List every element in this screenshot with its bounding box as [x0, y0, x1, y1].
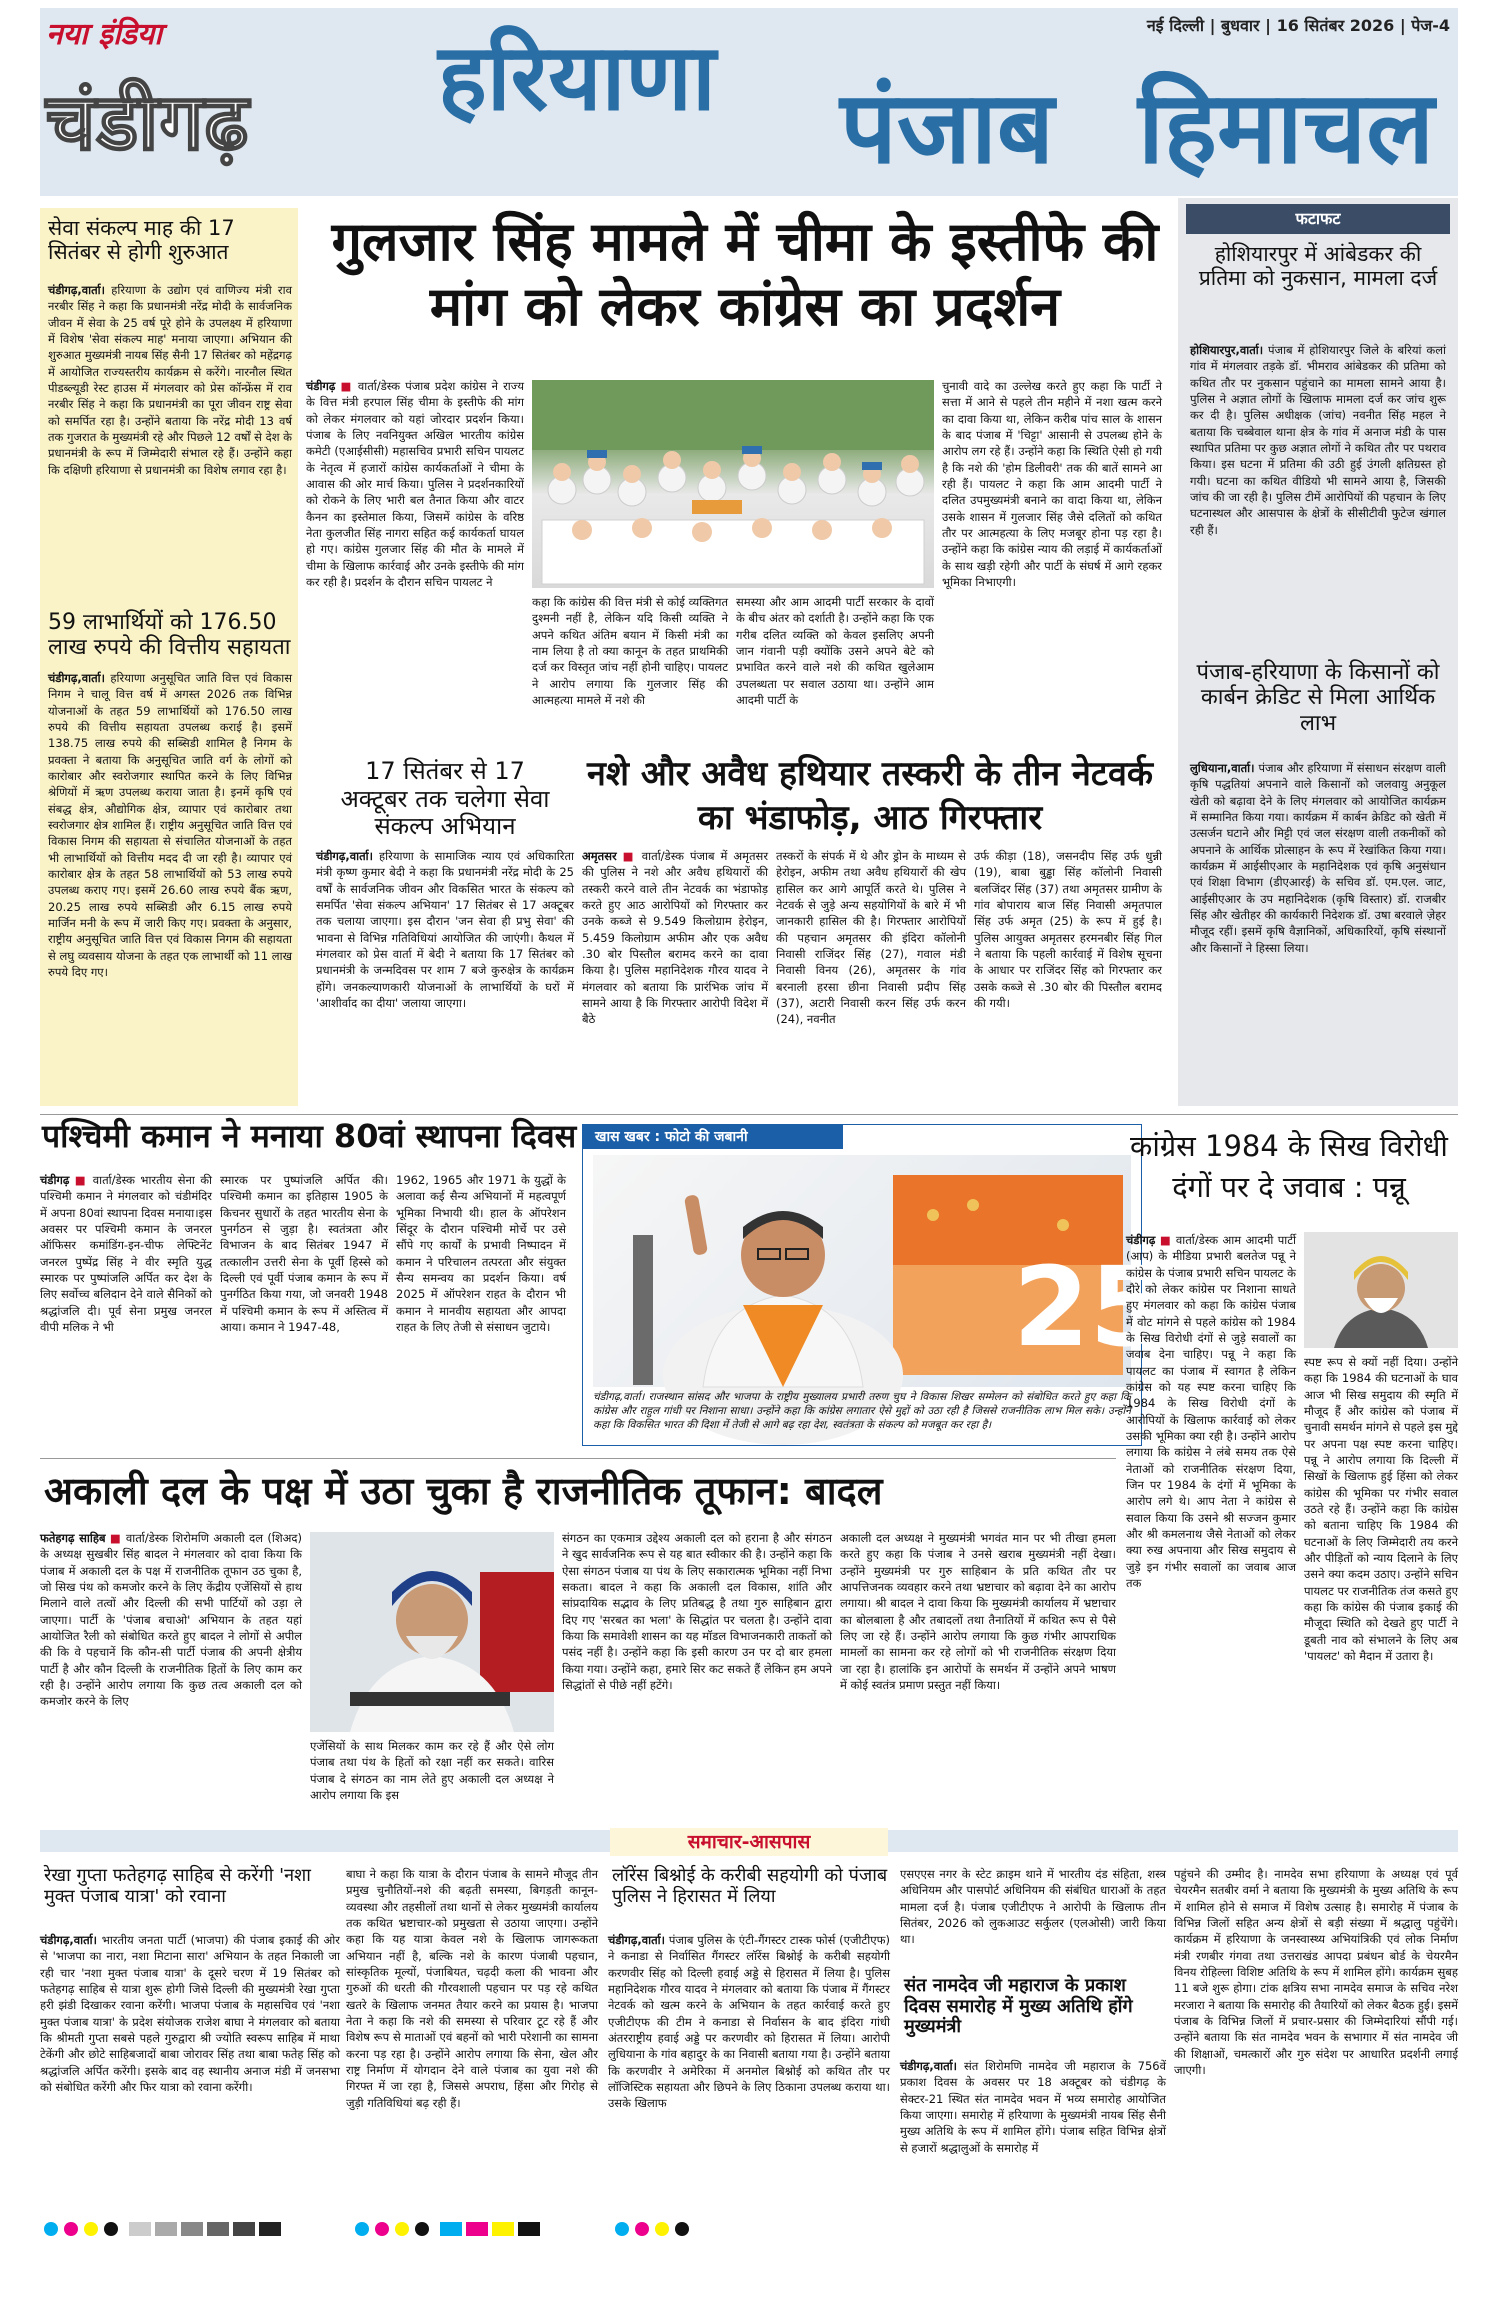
story-text: पंजाब में अमृतसर की पुलिस ने नशे और अवैध हथियारों की तस्करी करने वाले तीन नेटवर्क का भंडाफोड़ करते हुए आठ आरोपियों को गिरफ्तार कर उनके कब्जे से 9.549 किलोग्राम हेरोइन, 5.459 किलोग्राम अफीम और एक अवैध .30 बोर पिस्तौल बरामद करने का दावा किया है। पुलिस महानिदेशक गौरव यादव ने मंगलवार को बताया कि प्रारंभिक जांच में सामने आया है कि गिरफ्तार आरोपी विदेश में बैठे	[582, 849, 769, 1027]
story-text: भारतीय सेना की पश्चिमी कमान ने मंगलवार को चंडीमंदिर में अपना 80वां स्थापना दिवस मनाया।इस अवसर पर पश्चिमी कमान के जनरल ऑफिसर कमांडिंग-इन-चीफ लेफ्टिनेंट जनरल पुष्पेंद्र सिंह ने वीर स्मृति युद्ध स्मारक पर पुष्पांजलि अर्पित कर देश के लिए सर्वोच्च बलिदान देने वाले सैनिकों को श्रद्धांजलि दी। पूर्व सेना प्रमुख जनरल वीपी मलिक ने भी	[40, 1173, 213, 1334]
story-text: हरियाणा अनुसूचित जाति वित्त एवं विकास निगम ने चालू वित्त वर्ष में अगस्त 2026 तक विभिन्न योजनाओं के तहत 59 लाभार्थियों को 176.50 लाख रुपये की वित्तीय सहायता उपलब्ध कराई है। इसमें 138.75 लाख रुपये की सब्सिडी शामिल है निगम के प्रवक्ता ने बताया कि अनुसूचित जाति वर्ग के लोगों को कारोबार और स्वरोजगार स्थापित करने के लिए विभिन्न श्रेणियों में ऋण उपलब्ध कराया जाता है। इनमें कृषि एवं संबद्ध क्षेत्र, औद्योगिक क्षेत्र, व्यापार एवं कारोबार तथा स्वरोजगार क्षेत्र शामिल हैं। राष्ट्रीय अनुसूचित जाति वित्त एवं विकास निगम की सहायता से संचालित योजनाओं के तहत भी लाभार्थियों को वित्तीय मदद दी जा रही है। व्यापार एवं कारोबार क्षेत्र के तहत 58 लाभार्थियों को 53 लाख रुपये उपलब्ध कराए गए। इसमें 26.60 लाख रुपये बैंक ऋण, 20.25 लाख रुपये सब्सिडी और 6.15 लाख रुपये मार्जिन मनी के रूप में जारी किए गए। प्रवक्ता के अनुसार, राष्ट्रीय अनुसूचित जाति वित्त एवं विकास निगम की सहायता से लघु व्यवसाय योजना के तहत एक लाभार्थी को 11 लाख रुपये दिए गए।	[48, 671, 293, 979]
story-body	[48, 670, 292, 1100]
drug-story-col1: अमृतसर ■ वार्ता/डेस्क पंजाब में अमृतसर की पुलिस ने नशे और अवैध हथियारों की तस्करी करने वाले तीन नेटवर्क का भंडाफोड़ करते हुए आठ आरोपियों को गिरफ्तार कर उनके कब्जे से 9.549 किलोग्राम हेरोइन, 5.459 किलोग्राम अफीम और एक अवैध .30 बोर पिस्तौल बरामद करने का दावा किया है। पुलिस महानिदेशक गौरव यादव ने मंगलवार को बताया कि प्रारंभिक जांच में सामने आया है कि गिरफ्तार आरोपी विदेश में बैठे	[582, 849, 769, 1027]
story-desk: वार्ता/डेस्क	[92, 1173, 135, 1187]
story-dateline: चंडीगढ़,वार्ता।	[40, 1933, 98, 1947]
paper-name: नया इंडिया	[46, 17, 162, 52]
story-text: पंजाब और हरियाणा में संसाधन संरक्षण वाली कृषि पद्धतियां अपनाने वाले किसानों को जलवायु अनुकूल खेती को बढ़ावा देने के लिए मंगलवार को आयोजित कार्यक्रम में सम्मानित किया गया। कार्यक्रम में कार्बन क्रेडिट को खेती में उत्सर्जन घटाने और मिट्टी एवं जल संरक्षण वाली तकनीकों को अपनाने के आर्थिक प्रोत्साहन के रूप में रेखांकित किया गया। कार्यक्रम में आईसीएआर के महानिदेशक एवं कृषि अनुसंधान एवं शिक्षा विभाग (डीएआरई) के सचिव डॉ. एम.एल. जाट, आईसीएआर के उप महानिदेशक (कृषि विस्तार) डॉ. राजबीर सिंह और खेतीहर की कार्यकारी निदेशक डॉ. उषा बरवाले ज़ेहर मौजूद रहीं। इसमें कृषि वैज्ञानिकों, अधिकारियों, कृषि संस्थानों और किसानों ने हिस्सा लिया।	[1190, 761, 1446, 955]
samachar-story2-cont: एसएएस नगर के स्टेट क्राइम थाने में भारतीय दंड संहिता, शस्त्र अधिनियम और पासपोर्ट अधिनियम की संबंधित धाराओं के तहत मामला दर्ज है। पंजाब एजीटीएफ ने आरोपी के खिलाफ तीन सितंबर, 2026 को लुकआउट सर्कुलर (एलओसी) जारी किया था।	[900, 1867, 1166, 1947]
protest-crowd-illustration	[532, 380, 934, 588]
drug-story-col2: तस्करों के संपर्क में थे और ड्रोन के माध्यम से हेरोइन, अफीम तथा अवैध हथियारों की खेप हासिल कर आगे आपूर्ति करते थे। पुलिस ने नेटवर्क से जुड़े अन्य सहयोगियों के बारे में भी जानकारी हासिल की है। गिरफ्तार आरोपियों की पहचान अमृतसर की इंदिरा कॉलोनी निवासी राजिंदर सिंह (27), गवाल मंडी निवासी विनय (26), अमृतसर के गांव बरनाली हरसा छीना निवासी प्रदीप सिंह (37), अटारी निवासी करन सिंह उर्फ करन (24), नवनीत	[776, 849, 966, 1027]
story-desk: वार्ता/डेस्क	[125, 1531, 169, 1545]
story-dateline: होशियारपुर,वार्ता।	[1190, 343, 1264, 357]
story-headline: पंजाब-हरियाणा के किसानों को कार्बन क्रेडिट से मिला आर्थिक लाभ	[1190, 656, 1446, 736]
akali-story-col1: फतेहगढ़ साहिब ■ वार्ता/डेस्क शिरोमणि अकाली दल (शिअद) के अध्यक्ष सुखबीर सिंह बादल ने मंगलवार को दावा किया कि पंजाब में अकाली दल के पक्ष में राजनीतिक तूफान उठ चुका है, जो सिख पंथ को कमजोर करने के लिए केंद्रीय एजेंसियों से हाथ मिलाने वाले तत्वों और दिल्ली की सभी पार्टियों को उड़ा ले जाएगा। पार्टी के 'पंजाब बचाओ' अभियान के तहत यहां आयोजित रैली को संबोधित करते हुए बादल ने लोगों से अपील की कि वे पहचानें कि कौन-सी पार्टी पंजाब की अपनी क्षेत्रीय पार्टी है और कौन दिल्ली के राजनीतिक हितों के लिए काम कर रही है। उन्होंने आरोप लगाया कि कुछ तत्व अकाली दल को कमजोर करने के लिए	[40, 1531, 303, 1709]
story-text: पंजाब प्रदेश कांग्रेस ने राज्य के वित्त मंत्री हरपाल सिंह चीमा के इस्तीफे की मांग को लेकर मंगलवार को यहां जोरदार प्रदर्शन किया। पंजाब के लिए नवनियुक्त अखिल भारतीय कांग्रेस कमेटी (एआईसीसी) महासचिव प्रभारी सचिन पायलट के नेतृत्व में हजारों कांग्रेस कार्यकर्ताओं ने चीमा के आवास की ओर मार्च किया। पुलिस ने प्रदर्शनकारियों को रोकने के लिए भारी बल तैनात किया और वाटर कैनन का इस्तेमाल किया, जिसमें कांग्रेस के वरिष्ठ नेता कुलजीत सिंह नागरा सहित कई कार्यकर्ता घायल हो गए। कांग्रेस गुलजार सिंह की मौत के मामले में चीमा के खिलाफ कार्रवाई और उनके इस्तीफे की मांग कर रही है। प्रदर्शन के दौरान सचिन पायलट ने	[306, 379, 525, 589]
story-headline: होशियारपुर में आंबेडकर की प्रतिमा को नुकसान, मामला दर्ज	[1198, 242, 1438, 291]
samachar-label: समाचार-आसपास	[610, 1828, 888, 1856]
lead-story-col3: समस्या और आम आदमी पार्टी सरकार के दावों के बीच अंतर को दर्शाती है। उन्होंने कहा कि एक गरीब दलित व्यक्ति को केवल इसलिए अपनी जान गंवानी पड़ी क्योंकि उसने अपने बेटे को प्रभावित करने वाले नशे की कथित खुलेआम उपलब्धता पर सवाल उठाया था। उन्होंने आम आदमी पार्टी के	[736, 595, 934, 707]
story-headline: सेवा संकल्प माह की 17 सितंबर से होगी शुरुआत	[48, 216, 235, 265]
masthead-city: चंडीगढ़	[46, 77, 250, 168]
akali-story-col3: संगठन का एकमात्र उद्देश्य अकाली दल को हराना है और संगठन ने खुद सार्वजनिक रूप से यह बात स्वीकार की है। उन्होंने कहा कि ऐसा संगठन पंजाब या पंथ के लिए सकारात्मक भूमिका नहीं निभा सकता। बादल ने कहा कि अकाली दल विकास, शांति और सांप्रदायिक सद्भाव के लिए प्रतिबद्ध है तथा गुरु साहिबान द्वारा दिए गए 'सरबत का भला' के सिद्धांत पर चलता है। उन्होंने दावा किया कि समावेशी शासन का यह मॉडल विभाजनकारी ताकतों को पसंद नहीं है। उन्होंने कहा कि इसी कारण उन पर दो बार हमला किया गया। उन्होंने कहा, हमारे सिर कट सकते हैं लेकिन हम अपने सिद्धांतों से पीछे नहीं हटेंगे।	[562, 1531, 832, 1692]
badal-photo	[310, 1532, 554, 1732]
story-dateline: चंडीगढ़	[306, 379, 336, 393]
story-headline: लॉरेंस बिश्नोई के करीबी सहयोगी को पंजाब पुलिस ने हिरासत में लिया	[612, 1865, 888, 1907]
story-text: हरियाणा के सामाजिक न्याय एवं अधिकारिता मंत्री कृष्ण कुमार बेदी ने कहा कि प्रधानमंत्री नरेंद्र मोदी के 25 वर्षों के सार्वजनिक जीवन और विकसित भारत के संकल्प को समर्पित 'सेवा संकल्प अभियान' 17 सितंबर से 17 अक्टूबर तक चलाया जाएगा। इस दौरान 'जन सेवा ही प्रभु सेवा' की भावना से विभिन्न गतिविधियां आयोजित की जाएंगी। कैथल में मंगलवार को प्रेस वार्ता में बेदी ने बताया कि 17 सितंबर को प्रधानमंत्री के जन्मदिवस पर शाम 7 बजे कुरुक्षेत्र के कार्यक्रम होंगे। जनकल्याणकारी योजनाओं के लाभार्थियों के घरों में 'आशीर्वाद का दीया' जलाया जाएगा।	[316, 849, 574, 1010]
story-dateline: चंडीगढ़,वार्ता।	[608, 1933, 666, 1947]
print-registration-marks	[44, 2218, 1458, 2238]
story-headline: 59 लाभार्थियों को 176.50 लाख रुपये की वित्तीय सहायता	[48, 606, 292, 661]
seva-story-body	[316, 848, 574, 1106]
samachar-story3-body	[900, 2058, 1166, 2202]
story-dateline: फतेहगढ़ साहिब	[40, 1531, 106, 1545]
photo-caption: चंडीगढ़,वार्ता। राजस्थान सांसद और भाजपा के राष्ट्रीय मुख्यालय प्रभारी तरुण चुघ ने विकास शिखर सम्मेलन को संबोधित करते हुए कहा कि कांग्रेस और राहुल गांधी पर निशाना साधा। उन्होंने कहा कि कांग्रेस लगातार ऐसे मुद्दों को उठा रही है जिससे राजनीतिक लाभ मिल सके। उन्होंने कहा कि विकसित भारत की दिशा में तेजी से आगे बढ़ रहा देश, स्वतंत्रता के संकल्प को मजबूत कर रहा है।	[593, 1391, 1131, 1431]
masthead-title-punjab: पंजाब	[840, 69, 1054, 186]
photo-story-box	[582, 1124, 1167, 1446]
pannu-photo	[1304, 1232, 1458, 1348]
left-news-column	[40, 208, 298, 1106]
story-dateline: चंडीगढ़	[40, 1173, 70, 1187]
story-dateline: चंडीगढ़,वार्ता।	[48, 671, 106, 685]
congress-1984-col1: चंडीगढ़ ■ वार्ता/डेस्क आम आदमी पार्टी (आप) के मीडिया प्रभारी बलतेज पन्नू ने कांग्रेस के पंजाब प्रभारी सचिन पायलट के दौरे को लेकर कांग्रेस पर निशाना साधते हुए मंगलवार को कहा कि कांग्रेस पंजाब में वोट मांगने से पहले कांग्रेस को 1984 के सिख विरोधी दंगों से जुड़े सवालों का जवाब देना चाहिए। पन्नू ने कहा कि पायलट का पंजाब में स्वागत है लेकिन कांग्रेस को यह स्पष्ट करना चाहिए कि 1984 के सिख विरोधी दंगों के आरोपियों के खिलाफ कार्रवाई को लेकर उसकी भूमिका क्या रही है। उन्होंने आरोप लगाया कि कांग्रेस ने लंबे समय तक ऐसे नेताओं को राजनीतिक संरक्षण दिया, जिन पर 1984 के दंगों में भूमिका के आरोप लगे थे। आप नेता ने कांग्रेस से सवाल किया कि उसने श्री सज्जन कुमार और श्री कमलनाथ जैसे नेताओं को लेकर क्या रुख अपनाया और सिख समुदाय से जुड़े इन गंभीर सवालों का जवाब आज तक	[1126, 1233, 1297, 1590]
story-desk: वार्ता/डेस्क	[357, 379, 401, 393]
samachar-story1-body	[40, 1932, 340, 2202]
drug-story-col3: उर्फ कीड़ा (18), जसनदीप सिंह उर्फ धुन्नी (19), बाबा बुड्ढा सिंह कॉलोनी निवासी बलजिंदर सिंह (37) तथा अमृतसर ग्रामीण के गांव बोपाराय बाज सिंह निवासी अमृतपाल सिंह उर्फ अमृत (25) के रूप में हुई है। पुलिस आयुक्त अमृतसर हरमनबीर सिंह गिल ने बताया कि पहली कार्रवाई में विशेष सूचना के आधार पर राजिंदर सिंह को गिरफ्तार कर उसके कब्जे से .30 बोर की पिस्तौल बरामद की गयी।	[974, 849, 1162, 1010]
samachar-story1-cont: बाघा ने कहा कि यात्रा के दौरान पंजाब के सामने मौजूद तीन प्रमुख चुनौतियों-नशे की बढ़ती समस्या, बिगड़ती कानून-व्यवस्था और तहसीलों तथा थानों से लेकर मुख्यमंत्री कार्यालय तक कथित भ्रष्टाचार-को प्रमुखता से उठाया जाएगा। उन्होंने कहा कि यह यात्रा केवल नशे के खिलाफ जागरूकता अभियान नहीं है, बल्कि नशे के कारण पंजाबी पहचान, सांस्कृतिक मूल्यों, पंजाबियत, चढ़दी कला की भावना और गुरुओं की धरती की गौरवशाली पहचान पर पड़ रहे कथित खतरे के खिलाफ जनमत तैयार करने का प्रयास है। भाजपा नेता ने कहा कि नशे की समस्या से परिवार टूट रहे हैं और विशेष रूप से माताओं एवं बहनों को भारी परेशानी का सामना करना पड़ रहा है। उन्होंने आरोप लगाया कि सेना, खेल और राष्ट्र निर्माण में योगदान देने वाले पंजाब का युवा नशे की गिरफ्त में जा रहा है, जिससे अपराध, हिंसा और गिरोह से जुड़ी गतिविधियां बढ़ रही हैं।	[346, 1867, 598, 2110]
western-command-headline: पश्चिमी कमान ने मनाया 80वां स्थापना दिवस	[42, 1117, 577, 1155]
story-text: संत शिरोमणि नामदेव जी महाराज के 756वें प्रकाश दिवस के अवसर पर 18 अक्टूबर को चंडीगढ़ के सेक्टर-21 स्थित संत नामदेव भवन में भव्य समारोह आयोजित किया जाएगा। समारोह में हरियाणा के मुख्यमंत्री नायब सिंह सैनी मुख्य अतिथि के रूप में शामिल होंगे। पंजाब सहित विभिन्न क्षेत्रों से हजारों श्रद्धालुओं के समारोह में	[900, 2059, 1167, 2155]
lead-story-col2: कहा कि कांग्रेस की वित्त मंत्री से कोई व्यक्तिगत दुश्मनी नहीं है, लेकिन यदि किसी व्यक्ति ने अपने कथित अंतिम बयान में किसी मंत्री का नाम लिया है तो क्या कानून के तहत प्राथमिकी दर्ज कर विस्तृत जांच नहीं होनी चाहिए। पायलट ने आरोप लगाया कि गुलजार सिंह की आत्महत्या मामले में नशे की	[532, 595, 728, 707]
section-divider	[40, 1458, 1116, 1459]
badal-portrait	[310, 1532, 554, 1732]
story-text: शिरोमणि अकाली दल (शिअद) के अध्यक्ष सुखबीर सिंह बादल ने मंगलवार को दावा किया कि पंजाब में अकाली दल के पक्ष में राजनीतिक तूफान उठ चुका है, जो सिख पंथ को कमजोर करने के लिए केंद्रीय एजेंसियों से हाथ मिलाने वाले तत्वों और दिल्ली की सभी पार्टियों को उड़ा ले जाएगा। पार्टी के 'पंजाब बचाओ' अभियान के तहत यहां आयोजित रैली को संबोधित करते हुए बादल ने लोगों से अपील की कि वे पहचानें कि कौन-सी पार्टी पंजाब की अपनी क्षेत्रीय पार्टी है और कौन दिल्ली के राजनीतिक हितों के लिए काम कर रही है। उन्होंने आरोप लगाया कि कुछ तत्व अकाली दल को कमजोर करने के लिए	[40, 1531, 303, 1709]
samachar-story3-cont: पहुंचने की उम्मीद है। नामदेव सभा हरियाणा के अध्यक्ष एवं पूर्व चेयरमैन सतबीर वर्मा ने बताया कि मुख्यमंत्री के मुख्य अतिथि के रूप में शामिल होने से समाज में विशेष उत्साह है। समारोह में पंजाब के विभिन्न जिलों सहित अन्य क्षेत्रों से बड़ी संख्या में श्रद्धालु पहुंचेंगे। कार्यक्रम में हरियाणा के जनस्वास्थ्य अभियांत्रिकी एवं लोक निर्माण मंत्री रणबीर गंगवा तथा उत्तराखंड आपदा प्रबंधन बोर्ड के चेयरमैन विनय रोहिल्ला विशिष्ट अतिथि के रूप में शामिल होंगे। कार्यक्रम सुबह 11 बजे शुरू होगा। टांक क्षत्रिय सभा नामदेव समाज के सचिव नरेश मरजारा ने बताया कि समारोह की तैयारियों को लेकर बैठक हुई। इसमें पंजाब के विभिन्न जिलों में प्रचार-प्रसार की जिम्मेदारियां सौंपी गई। उन्होंने बताया कि संत नामदेव भवन के सभागार में संत नामदेव जी की शिक्षाओं, चमत्कारों और गुरु संदेश पर आधारित प्रदर्शनी लगाई जाएगी।	[1174, 1867, 1458, 2077]
masthead-dateline: नई दिल्ली | बुधवार | 16 सितंबर 2026 | पेज-4	[1146, 16, 1450, 35]
story-dateline: चंडीगढ़,वार्ता।	[48, 283, 106, 297]
congress-1984-col2: स्पष्ट रूप से क्यों नहीं दिया। उन्होंने कहा कि 1984 की घटनाओं के घाव आज भी सिख समुदाय की स्मृति में मौजूद हैं और कांग्रेस को पंजाब में चुनावी समर्थन मांगने से पहले इस मुद्दे पर अपना पक्ष स्पष्ट करना चाहिए। पन्नू ने आरोप लगाया कि दिल्ली में सिखों के खिलाफ हुई हिंसा को लेकर कांग्रेस की भूमिका पर गंभीर सवाल उठते रहे हैं। उन्होंने कहा कि कांग्रेस को बताना चाहिए कि 1984 की घटनाओं के लिए जिम्मेदारी तय करने और पीड़ितों को न्याय दिलाने के लिए उसने क्या कदम उठाए। उन्होंने सचिन पायलट पर राजनीतिक तंज कसते हुए कहा कि कांग्रेस की पंजाब इकाई की मौजूदा स्थिति को देखते हुए पार्टी ने डूबती नाव को संभालने के लिए अब 'पायलट' को मैदान में उतारा है।	[1304, 1355, 1458, 1663]
seva-headline: 17 सितंबर से 17 अक्टूबर तक चलेगा सेवा संकल्प अभियान	[340, 757, 550, 841]
masthead-title-himachal: हिमाचल	[1138, 69, 1434, 186]
story-text: पंजाब पुलिस के एंटी-गैंगस्टर टास्क फोर्स (एजीटीएफ) ने कनाडा से निर्वासित गैंगस्टर लॉरेंस बिश्नोई के करीबी सहयोगी करणवीर सिंह को दिल्ली हवाई अड्डे से हिरासत में लिया है। पुलिस महानिदेशक गौरव यादव ने मंगलवार को बताया कि पंजाब में गैंगस्टर नेटवर्क को खत्म करने के अभियान के तहत कार्रवाई करते हुए एजीटीएफ की टीम ने कनाडा से निर्वासन के बाद इंदिरा गांधी अंतरराष्ट्रीय हवाई अड्डे पर करणवीर को हिरासत में लिया। आरोपी लुधियाना के गांव बहादुर के का निवासी बताया गया है। उन्होंने बताया कि करणवीर ने अमेरिका में अनमोल बिश्नोई को कथित तौर पर लॉजिस्टिक सहायता और छिपने के लिए ठिकाना उपलब्ध कराया था। उसके खिलाफ	[608, 1933, 890, 2111]
story-text: भारतीय जनता पार्टी (भाजपा) की पंजाब इकाई की ओर से 'भाजपा का नारा, नशा मिटाना सारा' अभियान के तहत निकाली जा रही चार 'नशा मुक्त पंजाब यात्रा' के दूसरे चरण में 19 सितंबर को फतेहगढ़ साहिब से यात्रा शुरू होगी जिसे दिल्ली की मुख्यमंत्री रेखा गुप्ता हरी झंडी दिखाकर रवाना करेंगी। भाजपा पंजाब के महासचिव एवं 'नशा मुक्त पंजाब यात्रा' के प्रदेश संयोजक राजेश बाघा ने मंगलवार को बताया कि श्रीमती गुप्ता सबसे पहले गुरुद्वारा श्री ज्योति स्वरूप साहिब में माथा टेकेंगी और छोटे साहिबजादों बाबा जोरावर सिंह तथा बाबा फतेह सिंह को श्रद्धांजलि अर्पित करेंगी। इसके बाद वह स्थानीय अनाज मंडी में जनसभा को संबोधित करेंगी और फिर यात्रा को रवाना करेंगी।	[40, 1933, 340, 2094]
photo-story-label: खास खबर : फोटो की जबानी	[583, 1125, 843, 1149]
akali-headline: अकाली दल के पक्ष में उठा चुका है राजनीतिक तूफान: बादल	[44, 1469, 883, 1513]
lead-story-col1: चंडीगढ़ ■ वार्ता/डेस्क पंजाब प्रदेश कांग्रेस ने राज्य के वित्त मंत्री हरपाल सिंह चीमा के इस्तीफे की मांग को लेकर मंगलवार को यहां जोरदार प्रदर्शन किया। पंजाब के लिए नवनियुक्त अखिल भारतीय कांग्रेस कमेटी (एआईसीसी) महासचिव प्रभारी सचिन पायलट के नेतृत्व में हजारों कांग्रेस कार्यकर्ताओं ने चीमा के आवास की ओर मार्च किया। पुलिस ने प्रदर्शनकारियों को रोकने के लिए भारी बल तैनात किया और वाटर कैनन का इस्तेमाल किया, जिसमें कांग्रेस के वरिष्ठ नेता कुलजीत सिंह नागरा सहित कई कार्यकर्ता घायल हो गए। कांग्रेस गुलजार सिंह की मौत के मामले में चीमा के खिलाफ कार्रवाई और उनके इस्तीफे की मांग कर रही है। प्रदर्शन के दौरान सचिन पायलट ने	[306, 379, 525, 589]
story-body	[1190, 760, 1446, 1100]
story-text: पंजाब में होशियारपुर जिले के बरियां कलां गांव में मंगलवार तड़के डॉ. भीमराव आंबेडकर की प्रतिमा को कथित तौर पर नुकसान पहुंचाने का मामला सामने आया है। पुलिस ने अज्ञात लोगों के खिलाफ मामला दर्ज कर जांच शुरू कर दी है। पुलिस अधीक्षक (जांच) नवनीत सिंह महल ने बताया कि चब्बेवाल थाना क्षेत्र के गांव में अनाज मंडी के पास स्थापित प्रतिमा पर कुछ अज्ञात लोगों ने कथित तौर पर पथराव किया। इस घटना में प्रतिमा की उठी हुई उंगली क्षतिग्रस्त हो गयी। घटना का कथित वीडियो भी सामने आया है, जिसकी जांच की जा रही है। पुलिस टीमें आरोपियों की पहचान के लिए घटनास्थल और आसपास के क्षेत्रों के सीसीटीवी फुटेज खंगाल रही हैं।	[1190, 343, 1446, 537]
story-dateline: चंडीगढ़,वार्ता।	[316, 849, 374, 863]
story-dateline: चंडीगढ़	[1126, 1233, 1156, 1247]
drug-headline: नशे और अवैध हथियार तस्करी के तीन नेटवर्क का भंडाफोड़, आठ गिरफ्तार	[587, 754, 1153, 839]
story-dateline: अमृतसर	[582, 849, 617, 863]
story-text: आम आदमी पार्टी (आप) के मीडिया प्रभारी बलतेज पन्नू ने कांग्रेस के पंजाब प्रभारी सचिन पायलट के दौरे को लेकर कांग्रेस पर निशाना साधते हुए मंगलवार को कहा कि कांग्रेस पंजाब में वोट मांगने से पहले कांग्रेस को 1984 के सिख विरोधी दंगों से जुड़े सवालों का जवाब देना चाहिए। पन्नू ने कहा कि पायलट का पंजाब में स्वागत है लेकिन कांग्रेस को यह स्पष्ट करना चाहिए कि 1984 के सिख विरोधी दंगों के आरोपियों के खिलाफ कार्रवाई को लेकर उसकी भूमिका क्या रही है। उन्होंने आरोप लगाया कि कांग्रेस ने लंबे समय तक ऐसे नेताओं को राजनीतिक संरक्षण दिया, जिन पर 1984 के दंगों में भूमिका के आरोप लगे थे। आप नेता ने कांग्रेस से सवाल किया कि उसने श्री सज्जन कुमार और श्री कमलनाथ जैसे नेताओं को लेकर क्या रुख अपनाया और सिख समुदाय से जुड़े इन गंभीर सवालों का जवाब आज तक	[1126, 1233, 1297, 1590]
story-desk: वार्ता/डेस्क	[1175, 1233, 1219, 1247]
protest-photo	[532, 380, 934, 588]
akali-story-col4: अकाली दल अध्यक्ष ने मुख्यमंत्री भगवंत मान पर भी तीखा हमला करते हुए कहा कि पंजाब ने उनसे खराब मुख्यमंत्री नहीं देखा। उन्होंने मुख्यमंत्री पर गुरु साहिबान के प्रति कथित तौर पर आपत्तिजनक व्यवहार करने तथा भ्रष्टाचार को बढ़ावा देने का आरोप लगाया। श्री बादल ने दावा किया कि मुख्यमंत्री कार्यालय में भ्रष्टाचार का बोलबाला है और तबादलों तथा तैनातियों में कथित रूप से पैसे लिए जा रहे हैं। उन्होंने आरोप लगाया कि कुछ गंभीर आपराधिक मामलों का सामना कर रहे लोगों को भी राजनीतिक संरक्षण दिया जा रहा है। हालांकि इन आरोपों के समर्थन में उन्होंने अपने भाषण में कोई स्वतंत्र प्रमाण प्रस्तुत नहीं किया।	[840, 1531, 1116, 1692]
section-divider	[40, 1114, 1458, 1115]
story-dateline: लुधियाना,वार्ता।	[1190, 761, 1255, 775]
story-desk: वार्ता/डेस्क	[641, 849, 685, 863]
story-headline: संत नामदेव जी महाराज के प्रकाश दिवस समारोह में मुख्य अतिथि होंगे मुख्यमंत्री	[904, 1975, 1133, 2038]
right-news-column	[1178, 198, 1458, 1106]
story-dateline: चंडीगढ़,वार्ता।	[900, 2059, 958, 2073]
story-body	[1190, 342, 1446, 688]
masthead	[40, 8, 1458, 196]
lead-headline: गुलजार सिंह मामले में चीमा के इस्तीफे की मांग को लेकर कांग्रेस का प्रदर्शन	[331, 210, 1159, 338]
western-command-col1: चंडीगढ़ ■ वार्ता/डेस्क भारतीय सेना की पश्चिमी कमान ने मंगलवार को चंडीमंदिर में अपना 80वां स्थापना दिवस मनाया।इस अवसर पर पश्चिमी कमान के जनरल ऑफिसर कमांडिंग-इन-चीफ लेफ्टिनेंट जनरल पुष्पेंद्र सिंह ने वीर स्मृति युद्ध स्मारक पर पुष्पांजलि अर्पित कर देश के लिए सर्वोच्च बलिदान देने वाले सैनिकों को श्रद्धांजलि दी। पूर्व सेना प्रमुख जनरल वीपी मलिक ने भी	[40, 1173, 213, 1334]
fatafat-label: फटाफट	[1186, 204, 1450, 234]
congress-1984-headline: कांग्रेस 1984 के सिख विरोधी दंगों पर दे जवाब : पन्नू	[1130, 1129, 1448, 1204]
samachar-story2-body	[608, 1932, 890, 2202]
story-headline: रेखा गुप्ता फतेहगढ़ साहिब से करेंगी 'नशा मुक्त पंजाब यात्रा' को रवाना	[44, 1865, 311, 1907]
backdrop-number: 25	[1013, 1243, 1167, 1371]
akali-story-col2: एजेंसियों के साथ मिलकर काम कर रहे हैं और ऐसे लोग पंजाब तथा पंथ के हितों को रक्षा नहीं कर सकते। वारिस पंजाब दे संगठन का नाम लेते हुए अकाली दल अध्यक्ष ने आरोप लगाया कि इस	[310, 1739, 554, 1802]
masthead-title-haryana: हरियाणा	[438, 24, 716, 131]
lead-story-col4: चुनावी वादे का उल्लेख करते हुए कहा कि पार्टी ने सत्ता में आने से पहले तीन महीने में नशा खत्म करने का दावा किया था, लेकिन करीब पांच साल के शासन के बाद पंजाब में 'चिट्टा' आसानी से उपलब्ध होने के आरोप लग रहे हैं। उन्होंने कहा कि स्थिति ऐसी हो गयी है कि नशे की 'होम डिलीवरी' तक की बातें सामने आ रही हैं। पायलट ने कहा कि आम आदमी पार्टी ने दलित उपमुख्यमंत्री बनाने का वादा किया था, लेकिन उसके शासन में गुलजार सिंह जैसे दलितों को कथित तौर पर आत्महत्या के लिए मजबूर होना पड़ रहा है। उन्होंने कहा कि कांग्रेस न्याय की लड़ाई में कार्यकर्ताओं के साथ खड़ी रहेगी और पार्टी के संघर्ष में आगे रहकर भूमिका निभाएगी।	[942, 379, 1162, 589]
western-command-col3: 1962, 1965 और 1971 के युद्धों के अलावा कई सैन्य अभियानों में महत्वपूर्ण भूमिका निभायी थी। हाल के ऑपरेशन सिंदूर के दौरान पश्चिमी मोर्चे पर उसे सौंपे गए कार्यों के प्रभावी निष्पादन में कमान ने परिचालन तत्परता और संयुक्त सैन्य समन्वय का प्रदर्शन किया। वर्ष 2025 में ऑपरेशन राहत के दौरान भी कमान ने मानवीय सहायता और आपदा राहत के लिए तेजी से संसाधन जुटाये।	[396, 1173, 566, 1334]
story-text: हरियाणा के उद्योग एवं वाणिज्य मंत्री राव नरबीर सिंह ने कहा कि प्रधानमंत्री नरेंद्र मोदी के सार्वजनिक जीवन में सेवा के 25 वर्ष पूरे होने के उपलक्ष्य में हरियाणा में विशेष 'सेवा संकल्प माह' मनाया जाएगा। अभियान की शुरुआत मुख्यमंत्री नायब सिंह सैनी 17 सितंबर को महेंद्रगढ़ में आयोजित राज्यस्तरीय कार्यक्रम से करेंगे। नारनौल स्थित पीडब्ल्यूडी रेस्ट हाउस में मंगलवार को प्रेस कॉन्फ्रेंस में राव नरबीर सिंह ने कहा कि प्रधानमंत्री का पूरा जीवन राष्ट्र सेवा को समर्पित रहा है। उन्होंने बताया कि नरेंद्र मोदी 13 वर्ष तक गुजरात के मुख्यमंत्री रहे और पिछले 12 वर्षों से देश के प्रधानमंत्री के रूप में जिम्मेदारी संभाल रहे हैं। उन्होंने कहा कि दक्षिणी हरियाणा से प्रधानमंत्री का विशेष लगाव रहा है।	[48, 283, 292, 477]
pannu-portrait	[1304, 1232, 1458, 1348]
western-command-col2: स्मारक पर पुष्पांजलि अर्पित की। पश्चिमी कमान का इतिहास 1905 के किचनर सुधारों के तहत भारतीय सेना के पुनर्गठन से जुड़ा है। स्वतंत्रता और विभाजन के बाद सितंबर 1947 में तत्कालीन उत्तरी सेना के पूर्वी हिस्से को दिल्ली एवं पूर्वी पंजाब कमान के रूप में पुनर्गठित किया गया, जो जनवरी 1948 में पश्चिमी कमान के रूप में अस्तित्व में आया। कमान ने 1947-48,	[220, 1173, 388, 1334]
